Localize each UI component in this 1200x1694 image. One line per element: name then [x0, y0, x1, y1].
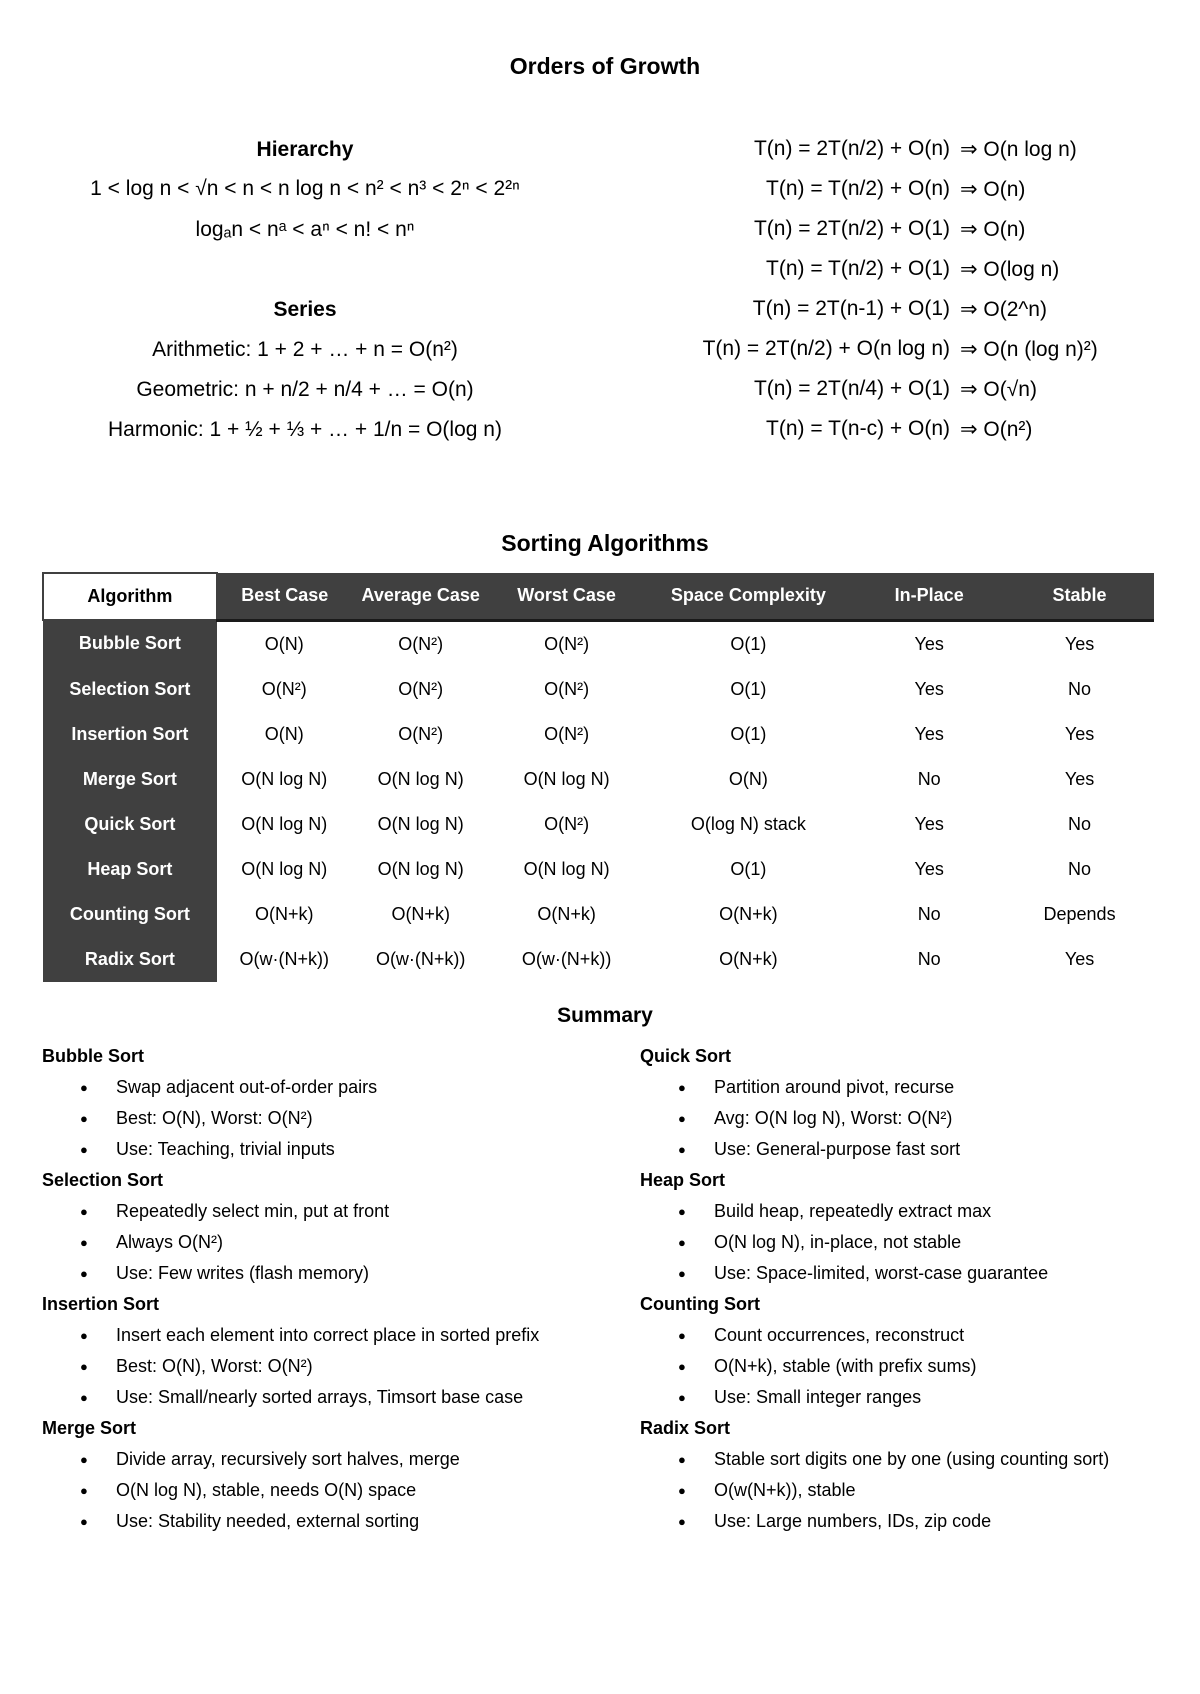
list-item: ● Best: O(N), Worst: O(N²): [42, 1351, 602, 1382]
series-geometric: Geometric: n + n/2 + n/4 + … = O(n): [136, 378, 474, 401]
table-cell: No: [917, 768, 941, 789]
table-cell: O(N+k): [255, 903, 314, 924]
recurrence-row: [640, 257, 1180, 285]
summary-heading: Insertion Sort: [42, 1294, 160, 1314]
recurrence-equation: T(n) = 2T(n/4) + O(1): [753, 377, 950, 400]
summary-heading: Merge Sort: [42, 1418, 137, 1438]
table-cell: Yes: [914, 813, 944, 834]
algorithm-name: Radix Sort: [43, 937, 217, 982]
table-cell: No: [1068, 813, 1092, 834]
recurrence-row: [640, 137, 1180, 165]
recurrence-row: [640, 177, 1180, 205]
bullet-list: [640, 1196, 1200, 1289]
list-item: ● Use: Large numbers, IDs, zip code: [640, 1506, 1200, 1537]
list-item: ● Avg: O(N log N), Worst: O(N²): [640, 1103, 1200, 1134]
sorting-table: [42, 572, 1154, 982]
summary-heading: Heap Sort: [640, 1170, 726, 1190]
recurrence-result: ⇒ O(log n): [960, 258, 1060, 281]
table-cell: O(1): [730, 633, 767, 654]
summary-right-column: [640, 1041, 1200, 1537]
table-cell: O(N²): [398, 633, 444, 654]
table-cell: Yes: [914, 858, 944, 879]
list-item: ● Best: O(N), Worst: O(N²): [42, 1103, 602, 1134]
recurrence-equation: T(n) = T(n/2) + O(n): [766, 177, 950, 200]
hierarchy-line-2: logₐn < nᵃ < aⁿ < n! < nⁿ: [195, 218, 415, 241]
bullet-list: [640, 1072, 1200, 1165]
table-cell: O(1): [730, 678, 767, 699]
bullet-list: [42, 1072, 602, 1165]
recurrence-row: [640, 337, 1180, 365]
table-cell: O(N+k): [391, 903, 450, 924]
bullet-list: [640, 1444, 1200, 1537]
table-cell: Yes: [1064, 633, 1095, 654]
algorithm-name: Bubble Sort: [43, 620, 217, 667]
recurrence-equation: T(n) = T(n-c) + O(n): [766, 417, 950, 440]
table-row: [43, 667, 1154, 712]
page-title: Orders of Growth: [509, 53, 701, 79]
table-row: [43, 802, 1154, 847]
table-cell: O(N²): [544, 633, 590, 654]
table-header-row: [43, 573, 1154, 620]
sorting-title: Sorting Algorithms: [501, 530, 709, 556]
recurrence-row: [640, 377, 1180, 405]
hierarchy-line-1: 1 < log n < √n < n < n log n < n² < n³ < 2ⁿ < 2²ⁿ: [90, 177, 520, 200]
list-item: ● Use: General-purpose fast sort: [640, 1134, 1200, 1165]
list-item: ● Use: Small integer ranges: [640, 1382, 1200, 1413]
summary-heading: Radix Sort: [640, 1418, 731, 1438]
table-cell: O(N²): [261, 678, 307, 699]
list-item: ● Divide array, recursively sort halves, merge: [42, 1444, 602, 1475]
recurrence-row: [640, 417, 1180, 445]
column-header: Average Case: [352, 573, 490, 620]
table-cell: O(N²): [398, 723, 444, 744]
table-cell: O(N log N): [241, 768, 328, 789]
table-cell: O(N+k): [719, 903, 778, 924]
list-item: ● Build heap, repeatedly extract max: [640, 1196, 1200, 1227]
algorithm-name: Counting Sort: [43, 892, 217, 937]
table-cell: No: [1068, 678, 1092, 699]
table-cell: O(N): [728, 768, 768, 789]
bullet-list: [42, 1444, 602, 1537]
recurrence-result: ⇒ O(√n): [960, 378, 1037, 401]
table-cell: No: [917, 903, 941, 924]
table-cell: O(N): [264, 633, 304, 654]
list-item: ● Swap adjacent out-of-order pairs: [42, 1072, 602, 1103]
bullet-list: [42, 1196, 602, 1289]
list-item: ● Use: Small/nearly sorted arrays, Timsort base case: [42, 1382, 602, 1413]
summary-heading: Selection Sort: [42, 1170, 164, 1190]
table-row: [43, 620, 1154, 667]
list-item: ● Count occurrences, reconstruct: [640, 1320, 1200, 1351]
table-cell: Yes: [914, 678, 944, 699]
algorithm-name: Heap Sort: [43, 847, 217, 892]
table-cell: O(N+k): [719, 948, 778, 969]
summary-heading: Counting Sort: [640, 1294, 760, 1314]
column-header: Space Complexity: [644, 573, 854, 620]
list-item: ● Insert each element into correct place in sorted prefix: [42, 1320, 602, 1351]
list-item: ● Use: Teaching, trivial inputs: [42, 1134, 602, 1165]
recurrence-row: [640, 297, 1180, 325]
summary-left-column: [42, 1041, 602, 1537]
list-item: ● Repeatedly select min, put at front: [42, 1196, 602, 1227]
table-row: [43, 892, 1154, 937]
recurrence-result: ⇒ O(n (log n)²): [960, 338, 1098, 361]
table-cell: O(N²): [398, 678, 444, 699]
list-item: ● Use: Space-limited, worst-case guarantee: [640, 1258, 1200, 1289]
table-cell: O(N log N): [241, 813, 328, 834]
table-cell: O(N log N): [377, 768, 464, 789]
recurrence-result: ⇒ O(2^n): [960, 298, 1047, 321]
table-cell: Depends: [1043, 903, 1116, 924]
table-cell: Yes: [914, 633, 944, 654]
table-cell: O(N log N): [523, 858, 610, 879]
recurrence-equation: T(n) = 2T(n/2) + O(1): [753, 217, 950, 240]
table-cell: O(N+k): [537, 903, 596, 924]
table-row: [43, 847, 1154, 892]
table-cell: O(N²): [544, 723, 590, 744]
series-heading: Series: [273, 298, 337, 321]
list-item: ● O(N+k), stable (with prefix sums): [640, 1351, 1200, 1382]
summary-heading: Bubble Sort: [42, 1046, 144, 1066]
table-cell: O(N log N): [377, 858, 464, 879]
algorithm-name: Selection Sort: [43, 667, 217, 712]
column-header: Algorithm: [43, 573, 217, 620]
table-cell: Yes: [1064, 768, 1095, 789]
recurrence-result: ⇒ O(n²): [960, 418, 1033, 441]
list-item: ● Always O(N²): [42, 1227, 602, 1258]
algorithm-name: Quick Sort: [43, 802, 217, 847]
bullet-list: [640, 1320, 1200, 1413]
column-header: In-Place: [853, 573, 1005, 620]
summary-heading: Quick Sort: [640, 1046, 732, 1066]
recurrence-equation: T(n) = 2T(n/2) + O(n log n): [702, 337, 950, 360]
table-cell: No: [917, 948, 941, 969]
summary-title: Summary: [557, 1004, 653, 1027]
recurrence-result: ⇒ O(n log n): [960, 138, 1077, 161]
table-cell: Yes: [914, 723, 944, 744]
table-row: [43, 757, 1154, 802]
table-cell: Yes: [1064, 723, 1095, 744]
table-cell: O(1): [730, 723, 767, 744]
algorithm-name: Insertion Sort: [43, 712, 217, 757]
list-item: ● Partition around pivot, recurse: [640, 1072, 1200, 1103]
table-cell: O(N log N): [377, 813, 464, 834]
table-cell: O(w·(N+k)): [239, 948, 330, 969]
list-item: ● O(w(N+k)), stable: [640, 1475, 1200, 1506]
table-cell: O(N²): [544, 678, 590, 699]
table-cell: O(N²): [544, 813, 590, 834]
list-item: ● Use: Few writes (flash memory): [42, 1258, 602, 1289]
table-cell: O(N log N): [241, 858, 328, 879]
table-row: [43, 937, 1154, 982]
recurrence-equation: T(n) = 2T(n/2) + O(n): [753, 137, 950, 160]
table-cell: O(1): [730, 858, 767, 879]
list-item: ● O(N log N), in-place, not stable: [640, 1227, 1200, 1258]
table-row: [43, 712, 1154, 757]
table-cell: Yes: [1064, 948, 1095, 969]
hierarchy-heading: Hierarchy: [256, 138, 354, 161]
column-header: Best Case: [217, 573, 352, 620]
series-harmonic: Harmonic: 1 + ½ + ⅓ + … + 1/n = O(log n): [108, 418, 502, 441]
algorithm-name: Merge Sort: [43, 757, 217, 802]
recurrence-equation: T(n) = 2T(n-1) + O(1): [752, 297, 950, 320]
recurrence-result: ⇒ O(n): [960, 218, 1026, 241]
recurrence-result: ⇒ O(n): [960, 178, 1026, 201]
list-item: ● O(N log N), stable, needs O(N) space: [42, 1475, 602, 1506]
recurrence-equation: T(n) = T(n/2) + O(1): [766, 257, 950, 280]
list-item: ● Use: Stability needed, external sorting: [42, 1506, 602, 1537]
table-cell: O(N log N): [523, 768, 610, 789]
list-item: ● Stable sort digits one by one (using counting sort): [640, 1444, 1200, 1475]
table-cell: O(w·(N+k)): [375, 948, 466, 969]
table-cell: O(log N) stack: [690, 813, 806, 834]
series-arithmetic: Arithmetic: 1 + 2 + … + n = O(n²): [152, 338, 458, 361]
table-cell: O(N): [264, 723, 304, 744]
recurrence-row: [640, 217, 1180, 245]
table-cell: O(w·(N+k)): [521, 948, 612, 969]
table-cell: No: [1068, 858, 1092, 879]
bullet-list: [42, 1320, 602, 1413]
column-header: Stable: [1005, 573, 1154, 620]
column-header: Worst Case: [490, 573, 644, 620]
